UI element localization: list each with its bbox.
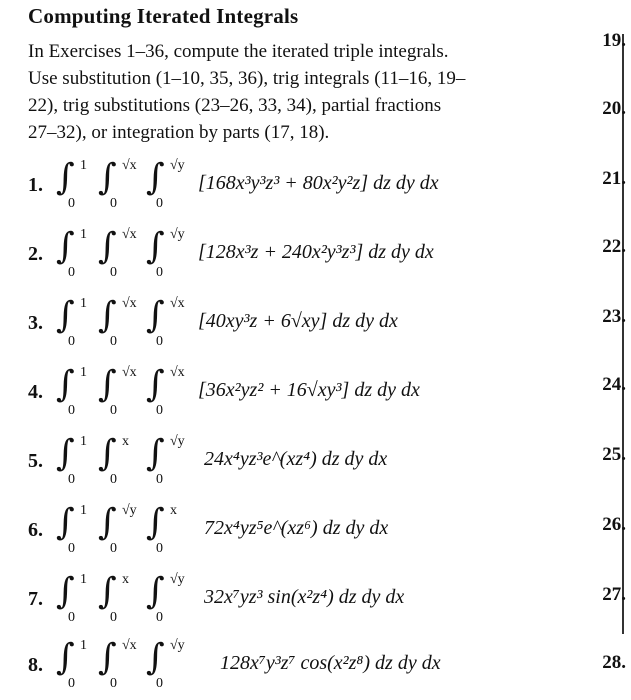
inner-lower-limit: 0: [156, 403, 163, 418]
inner-upper-limit: √x: [170, 365, 185, 380]
integral-sign: ∫: [56, 571, 75, 612]
integral-sign: ∫: [146, 226, 165, 267]
exercise-3: [28, 296, 598, 356]
exercise-6: [28, 503, 598, 563]
middle-lower-limit: 0: [110, 676, 117, 691]
middle-upper-limit: √x: [122, 365, 137, 380]
exercise-number: 3.: [28, 312, 43, 334]
inner-lower-limit: 0: [156, 265, 163, 280]
integrand: 24x⁴yz³e^(xz⁴) dz dy dx: [204, 448, 388, 470]
middle-upper-limit: √x: [122, 296, 137, 311]
inner-lower-limit: 0: [156, 610, 163, 625]
inner-upper-limit: √x: [170, 296, 185, 311]
exercise-7: [28, 572, 598, 632]
middle-upper-limit: √x: [122, 227, 137, 242]
integral-sign: ∫: [98, 433, 117, 474]
inner-lower-limit: 0: [156, 472, 163, 487]
integral-sign: ∫: [98, 157, 117, 198]
integral-sign: ∫: [146, 433, 165, 474]
outer-upper-limit: 1: [80, 572, 87, 587]
integrand: [168x³y³z³ + 80x²y²z] dz dy dx: [198, 172, 439, 194]
outer-lower-limit: 0: [68, 334, 75, 349]
section-title: Computing Iterated Integrals: [28, 4, 299, 28]
inner-upper-limit: √y: [170, 572, 185, 587]
outer-lower-limit: 0: [68, 472, 75, 487]
middle-lower-limit: 0: [110, 334, 117, 349]
middle-lower-limit: 0: [110, 541, 117, 556]
integral-sign: ∫: [146, 502, 165, 543]
outer-upper-limit: 1: [80, 434, 87, 449]
middle-lower-limit: 0: [110, 265, 117, 280]
exercise-5: [28, 434, 598, 494]
exercise-number: 4.: [28, 381, 43, 403]
right-column-number: 21.: [602, 168, 626, 189]
integrand: 32x⁷yz³ sin(x²z⁴) dz dy dx: [204, 586, 405, 608]
middle-upper-limit: x: [122, 572, 129, 587]
exercise-number: 1.: [28, 174, 43, 196]
integral-sign: ∫: [146, 637, 165, 678]
integral-sign: ∫: [98, 571, 117, 612]
intro-line: In Exercises 1–36, compute the iterated triple integrals.: [28, 41, 449, 62]
integral-sign: ∫: [56, 226, 75, 267]
exercise-4: [28, 365, 598, 425]
exercise-number: 5.: [28, 450, 43, 472]
middle-upper-limit: √x: [122, 158, 137, 173]
integral-sign: ∫: [56, 502, 75, 543]
right-column-number: 22.: [602, 236, 626, 257]
right-column-number: 19.: [602, 30, 626, 51]
integral-sign: ∫: [98, 226, 117, 267]
outer-upper-limit: 1: [80, 638, 87, 653]
integrand: 72x⁴yz⁵e^(xz⁶) dz dy dx: [204, 517, 389, 539]
inner-upper-limit: x: [170, 503, 177, 518]
outer-upper-limit: 1: [80, 503, 87, 518]
integrand: [40xy³z + 6√xy] dz dy dx: [198, 310, 398, 332]
middle-upper-limit: x: [122, 434, 129, 449]
integral-sign: ∫: [146, 295, 165, 336]
outer-upper-limit: 1: [80, 296, 87, 311]
right-column-number: 27.: [602, 584, 626, 605]
exercise-8: [28, 638, 598, 698]
right-column-number: 23.: [602, 306, 626, 327]
section-intro: [28, 38, 588, 146]
outer-upper-limit: 1: [80, 227, 87, 242]
integrand: 128x⁷y³z⁷ cos(x²z⁸) dz dy dx: [220, 652, 441, 674]
outer-lower-limit: 0: [68, 265, 75, 280]
integral-sign: ∫: [98, 295, 117, 336]
right-column-number: 26.: [602, 514, 626, 535]
exercise-number: 6.: [28, 519, 43, 541]
outer-upper-limit: 1: [80, 365, 87, 380]
outer-lower-limit: 0: [68, 541, 75, 556]
outer-lower-limit: 0: [68, 403, 75, 418]
integral-sign: ∫: [98, 364, 117, 405]
integral-sign: ∫: [56, 157, 75, 198]
outer-upper-limit: 1: [80, 158, 87, 173]
integral-sign: ∫: [98, 502, 117, 543]
inner-upper-limit: √y: [170, 158, 185, 173]
right-column-number: 20.: [602, 98, 626, 119]
inner-lower-limit: 0: [156, 541, 163, 556]
middle-lower-limit: 0: [110, 610, 117, 625]
intro-line: 27–32), or integration by parts (17, 18).: [28, 122, 330, 143]
integral-sign: ∫: [98, 637, 117, 678]
right-column-number: 28.: [602, 652, 626, 673]
inner-upper-limit: √y: [170, 638, 185, 653]
exercise-1: [28, 158, 598, 218]
outer-lower-limit: 0: [68, 196, 75, 211]
inner-lower-limit: 0: [156, 676, 163, 691]
middle-upper-limit: √y: [122, 503, 137, 518]
middle-lower-limit: 0: [110, 403, 117, 418]
integral-sign: ∫: [146, 157, 165, 198]
column-divider: [622, 34, 624, 634]
outer-lower-limit: 0: [68, 676, 75, 691]
inner-upper-limit: √y: [170, 227, 185, 242]
integrand: [36x²yz² + 16√xy³] dz dy dx: [198, 379, 420, 401]
integral-sign: ∫: [56, 295, 75, 336]
integral-sign: ∫: [56, 364, 75, 405]
middle-lower-limit: 0: [110, 196, 117, 211]
integral-sign: ∫: [146, 364, 165, 405]
integral-sign: ∫: [146, 571, 165, 612]
intro-line: Use substitution (1–10, 35, 36), trig integrals (11–16, 19–: [28, 68, 466, 89]
middle-lower-limit: 0: [110, 472, 117, 487]
integral-sign: ∫: [56, 637, 75, 678]
inner-upper-limit: √y: [170, 434, 185, 449]
integrand: [128x³z + 240x²y³z³] dz dy dx: [198, 241, 434, 263]
exercise-number: 8.: [28, 654, 43, 676]
middle-upper-limit: √x: [122, 638, 137, 653]
integral-sign: ∫: [56, 433, 75, 474]
outer-lower-limit: 0: [68, 610, 75, 625]
exercise-number: 7.: [28, 588, 43, 610]
right-column-number: 24.: [602, 374, 626, 395]
exercise-number: 2.: [28, 243, 43, 265]
inner-lower-limit: 0: [156, 334, 163, 349]
inner-lower-limit: 0: [156, 196, 163, 211]
right-column-number: 25.: [602, 444, 626, 465]
intro-line: 22), trig substitutions (23–26, 33, 34), partial fractions: [28, 95, 442, 116]
exercise-2: [28, 227, 598, 287]
